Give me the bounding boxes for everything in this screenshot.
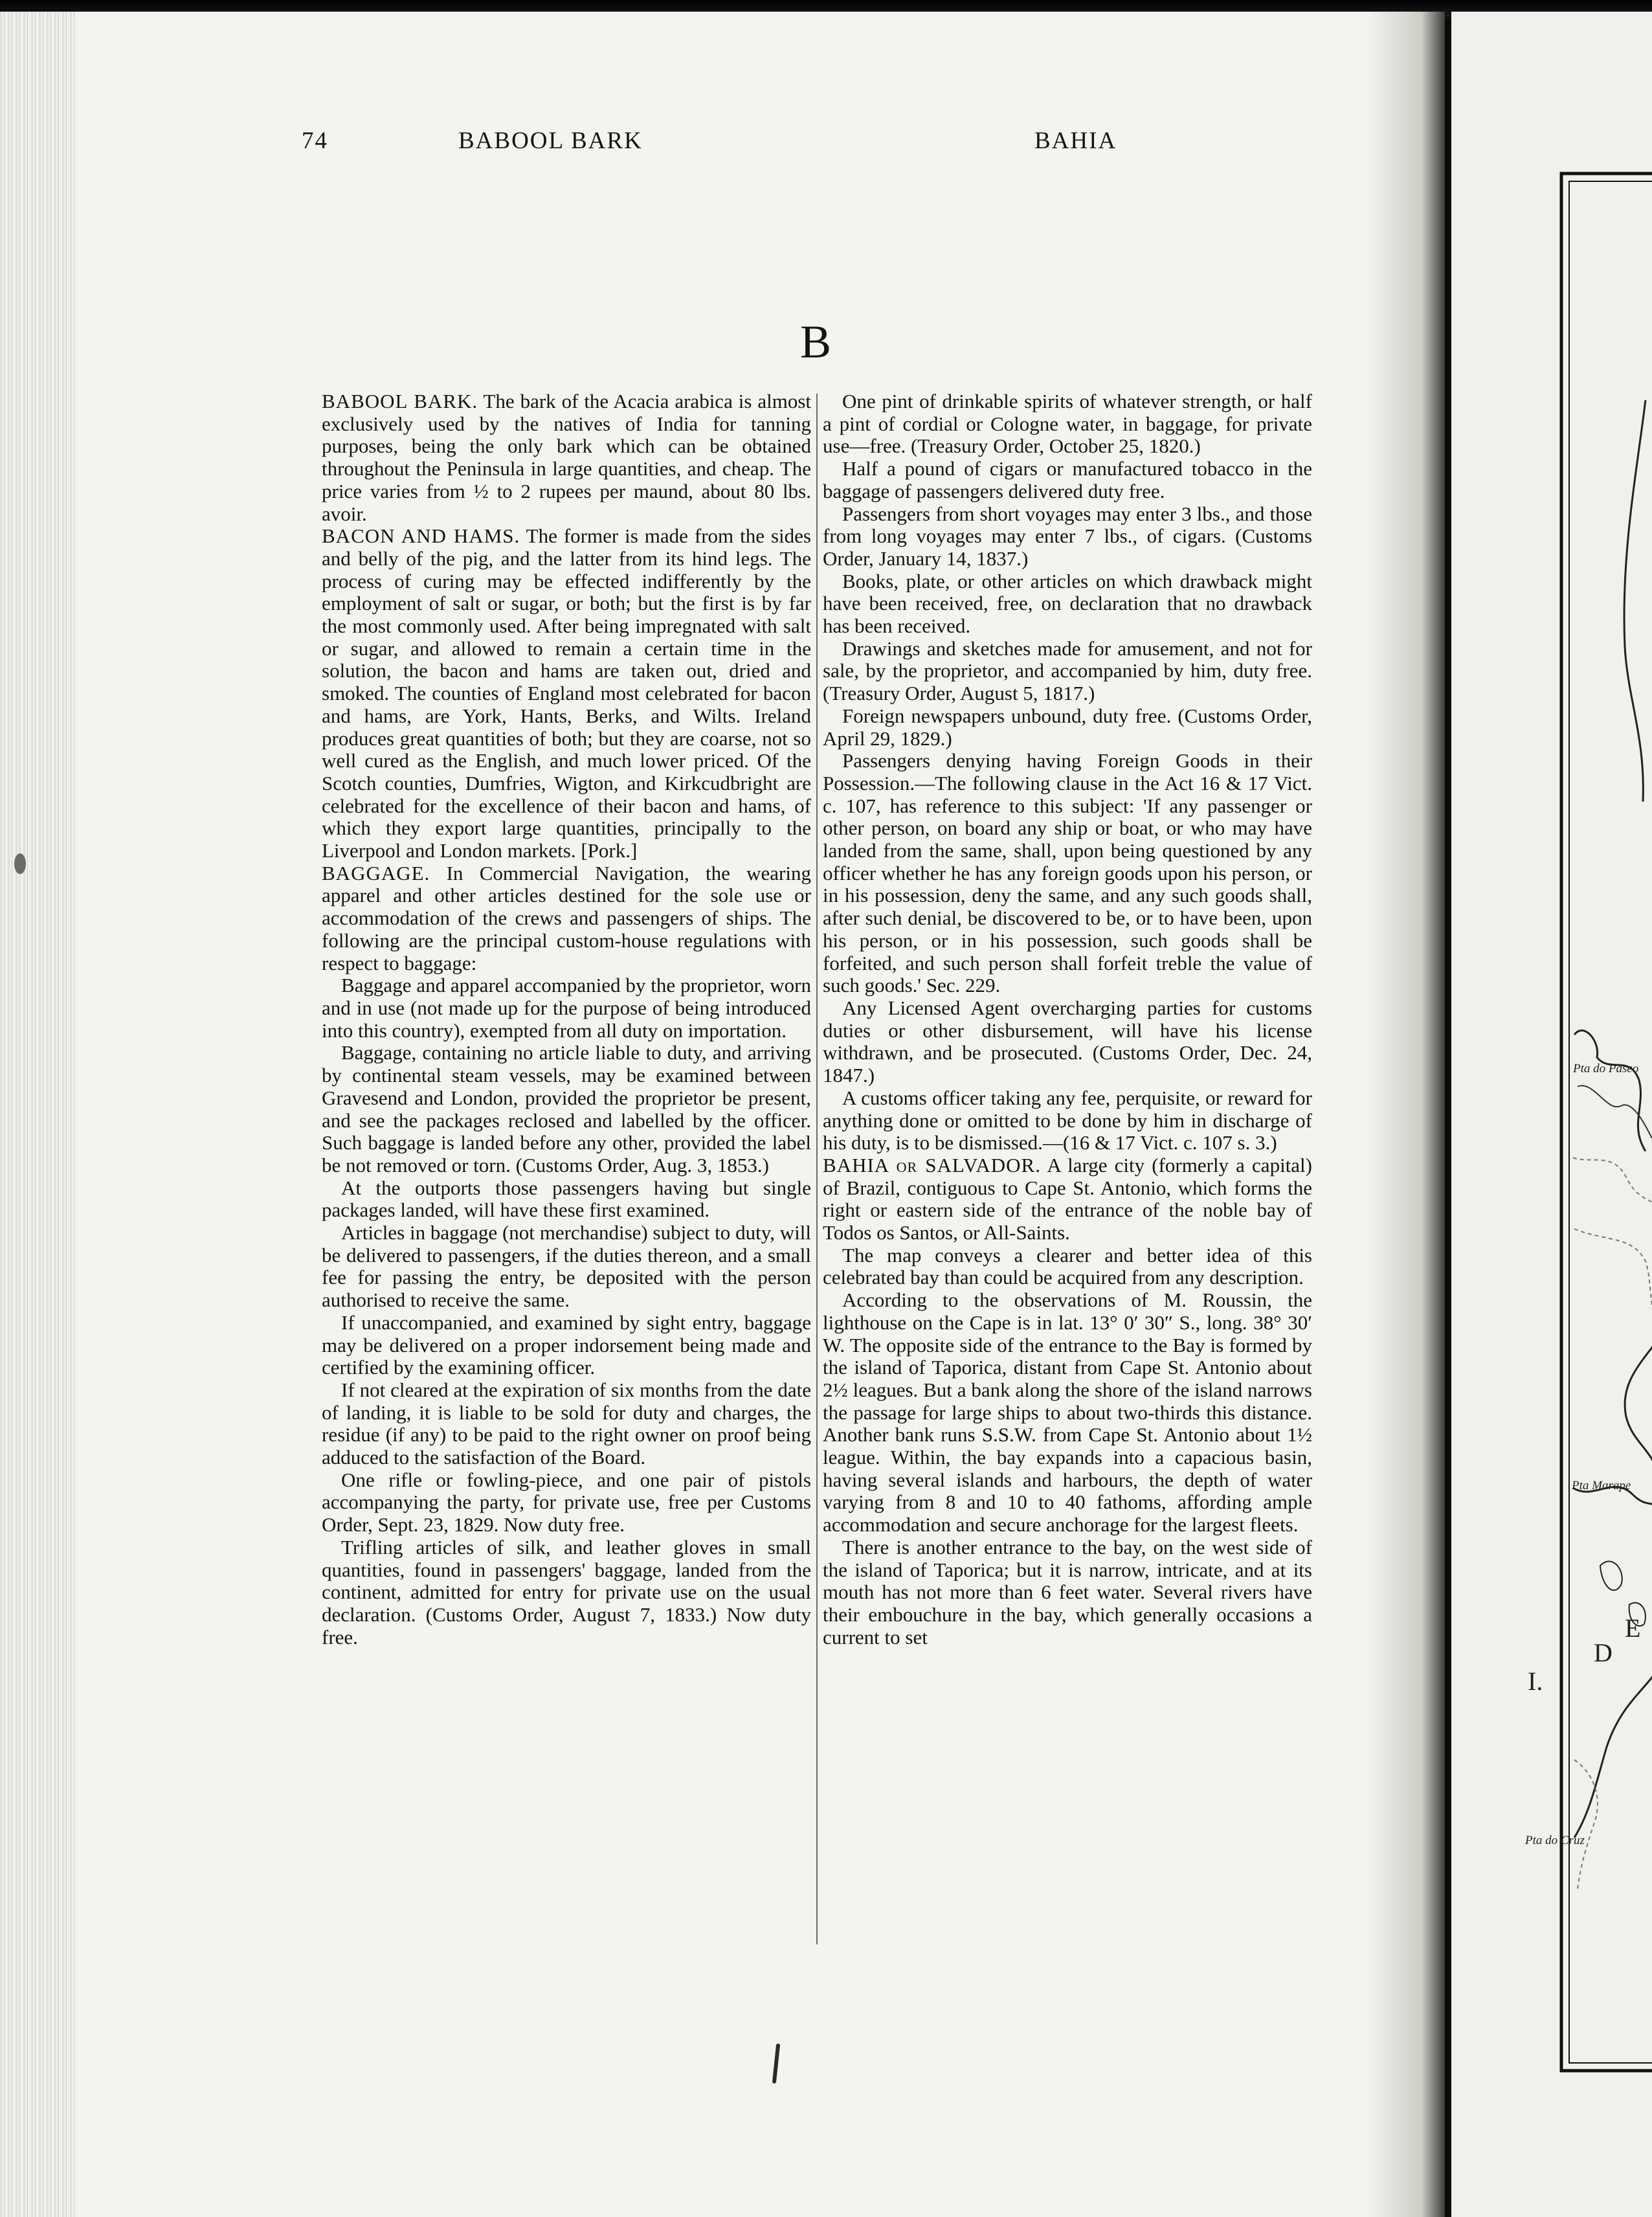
bank-dotted-2: [1574, 1229, 1652, 1333]
paragraph: [322, 1379, 811, 1469]
paragraph: [322, 1222, 811, 1312]
paragraph-text: Foreign newspapers unbound, duty free. (Customs Order, April 29, 1829.): [823, 704, 1312, 750]
paragraph: [823, 997, 1312, 1087]
coastline-mid: [1625, 1339, 1652, 1475]
map-label-d: D: [1594, 1638, 1613, 1667]
paragraph-text: The former is made from the sides and belly of the pig, and the latter from its hind legs. The process of curing may be effected indifferently by the employment of salt or sugar, or both; but the first is by far the most commonly used. After being impregnated with salt or sugar, and allowed to remain a certain time in the solution, the bacon and hams are taken out, dried and smoked. The counties of England most celebrated for bacon and hams, are York, Hants, Berks, and Wilts. Ireland produces great quantities of both; but they are coarse, not so well cured as the English, and much lower priced. Of the Scotch counties, Dumfries, Wigton, and Kirkcudbright are celebrated for the excellence of their bacon and hams, of which they export large quantities, principally to the Liverpool and London markets. [Pork.]: [322, 524, 811, 862]
paragraph: [322, 1042, 811, 1176]
right-page-map: [1451, 12, 1652, 2217]
paragraph-text: Drawings and sketches made for amusement, and not for sale, by the proprietor, and accompanied by him, duty free. (Treasury Order, August 5, 1817.): [823, 636, 1312, 705]
paragraph-text: Half a pound of cigars or manufactured tobacco in the baggage of passengers delivered duty free.: [823, 457, 1312, 502]
running-head-right: BAHIA: [1034, 128, 1117, 154]
entry-headword: BAHIA or SALVADOR.: [823, 1153, 1041, 1176]
paragraph-text: In Commercial Navigation, the wearing apparel and other articles destined for the sole use or accommodation of the crews and passengers of ships. The following are the principal custom-house regulations with respect to baggage:: [322, 861, 811, 974]
paragraph: [823, 1536, 1312, 1649]
paragraph-text: A large city (formerly a capital) of Brazil, contiguous to Cape St. Antonio, which forms the right or eastern side of the entrance of the noble bay of Todos os Santos, or All-Saints.: [823, 1153, 1312, 1244]
entry-headword: BACON AND HAMS.: [322, 524, 520, 548]
paragraph-text: Trifling articles of silk, and leather gloves in small quantities, found in passengers' baggage, landed from the continent, admitted for entry for private use on the usual declaration. (Customs Order, August 7, 1833.) Now duty free.: [322, 1535, 811, 1649]
paragraph-text: The map conveys a clearer and better idea of this celebrated bay than could be acquired from any description.: [823, 1243, 1312, 1289]
map-label-marape: Pta Marape: [1572, 1479, 1631, 1492]
bank-dotted-1: [1573, 1158, 1652, 1210]
paragraph: [322, 974, 811, 1042]
gutter-shadow: [1367, 12, 1445, 2217]
dictionary-entry: [823, 1154, 1312, 1244]
paragraph: [322, 1312, 811, 1379]
page-edge-stack: [0, 12, 78, 2217]
fold-mark: [772, 2043, 780, 2084]
paragraph-text: Passengers denying having Foreign Goods in their Possession.—The following clause in the Act 16 & 17 Vict. c. 107, has reference to this subject: 'If any passenger or other person, on board any ship or boat, or who may have landed from the same, shall, upon being questioned by any officer whether he has any foreign goods upon his person, or in his possession, deny the same, and any such goods shall, after such denial, be discovered to be, or to have been, upon his person, or in his possession, such goods shall be forfeited, and such person shall forfeit treble the value of such goods.' Sec. 229.: [823, 749, 1312, 997]
ink-blot: [14, 853, 26, 874]
paragraph-text: Baggage, containing no article liable to duty, and arriving by continental steam vessels, may be examined between Gravesend and London, provided the proprietor be present, and see the packages reclosed and labelled by the officer. Such baggage is landed before any other, provided the label be not removed or torn. (Customs Order, Aug. 3, 1853.): [322, 1041, 811, 1176]
running-head: [0, 127, 1445, 166]
paragraph-text: If unaccompanied, and examined by sight entry, baggage may be delivered on a proper indorsement being made and certified by the examining officer.: [322, 1311, 811, 1379]
paragraph-text: At the outports those passengers having but single packages landed, will have these first examined.: [322, 1176, 811, 1222]
dictionary-entry: [322, 525, 811, 862]
paragraph: [823, 750, 1312, 997]
section-letter: B: [799, 316, 832, 368]
running-head-left: BABOOL BARK: [458, 128, 643, 154]
page-number: 74: [302, 128, 328, 154]
coastline-harbour: [1574, 1030, 1646, 1151]
paragraph: [823, 1244, 1312, 1289]
bank-dotted-3: [1574, 1760, 1598, 1889]
islet-1: [1600, 1561, 1622, 1590]
map-label-e: E: [1625, 1614, 1641, 1643]
left-page: [0, 12, 1445, 2217]
paragraph: [322, 1536, 811, 1649]
map-border-inner: [1569, 181, 1652, 2063]
paragraph-text: Articles in baggage (not merchandise) subject to duty, will be delivered to passengers, if the duties thereon, and a small fee for passing the entry, be deposited with the person authorised to receive the same.: [322, 1221, 811, 1312]
paragraph-text: The bark of the Acacia arabica is almost exclusively used by the natives of India for tanning purposes, being the only bark which can be obtained throughout the Peninsula in large quantities, and cheap. The price varies from ½ to 2 rupees per maund, about 80 lbs. avoir.: [322, 390, 811, 525]
map-label-paseo: Pta do Paseo: [1573, 1062, 1639, 1075]
paragraph: [322, 1177, 811, 1222]
paragraph: [823, 503, 1312, 570]
dictionary-entry: [322, 390, 811, 525]
paragraph-text: Passengers from short voyages may enter 3 lbs., and those from long voyages may enter 7 lbs., of cigars. (Customs Order, January 14, 1837.): [823, 502, 1312, 570]
entry-headword: BABOOL BARK.: [322, 390, 478, 412]
paragraph-text: A customs officer taking any fee, perquisite, or reward for anything done or omitted to be done by him in discharge of his duty, is to be dismissed.—(16 & 17 Vict. c. 107 s. 3.): [823, 1086, 1312, 1154]
map-label-island: I.: [1528, 1667, 1543, 1696]
paragraph-text: According to the observations of M. Roussin, the lighthouse on the Cape is in lat. 13° 0′ 30″ S., long. 38° 30′ W. The opposite side of the entrance to the Bay is formed by the island of Taporica, distant from Cape St. Antonio about 2½ leagues. But a bank along the shore of the island narrows the passage for large ships to about two-thirds this distance. Another bank runs S.S.W. from Cape St. Antonio about 1½ league. Within, the bay expands into a capacious basin, having several islands and harbours, the depth of water varying from 8 and 10 to 40 fathoms, affording ample accommodation and secure anchorage for the largest fleets.: [823, 1289, 1312, 1536]
scan-speck: [418, 14, 425, 23]
paragraph-text: There is another entrance to the bay, on the west side of the island of Taporica; but it is narrow, intricate, and at its mouth has not more than 6 feet water. Several rivers have their embouchure in the bay, which generally occasions a current to set: [823, 1535, 1312, 1649]
paragraph-text: Any Licensed Agent overcharging parties for customs duties or other disbursement, will have his license withdrawn, and be prosecuted. (Customs Order, Dec. 24, 1847.): [823, 996, 1312, 1087]
map-label-cruz: Pta do Cruz: [1525, 1834, 1585, 1847]
paragraph: [823, 638, 1312, 705]
paragraph-text: Baggage and apparel accompanied by the proprietor, worn and in use (not made up for the purpose of being introduced into this country), exempted from all duty on importation.: [322, 974, 811, 1042]
paragraph-text: Books, plate, or other articles on which drawback might have been received, free, on declaration that no drawback has been received.: [823, 569, 1312, 638]
paragraph: [823, 1289, 1312, 1536]
right-column: [823, 390, 1312, 1951]
coastline-island: [1574, 1669, 1652, 1838]
paragraph: [823, 1087, 1312, 1154]
paragraph: [823, 705, 1312, 750]
coastline-north: [1624, 400, 1646, 802]
paragraph: [823, 390, 1312, 458]
entry-headword: BAGGAGE.: [322, 861, 430, 884]
paragraph: [823, 570, 1312, 638]
dictionary-entry: [322, 862, 811, 975]
paragraph-text: One rifle or fowling-piece, and one pair of pistols accompanying the party, for private use, free per Customs Order, Sept. 23, 1829. Now duty free.: [322, 1468, 811, 1536]
left-column: [322, 390, 811, 1951]
bay-map: [1451, 12, 1652, 2217]
paragraph: [322, 1469, 811, 1536]
paragraph-text: One pint of drinkable spirits of whatever strength, or half a pint of cordial or Cologne water, in baggage, for private use—free. (Treasury Order, October 25, 1820.): [823, 390, 1312, 458]
paragraph-text: If not cleared at the expiration of six months from the date of landing, it is liable to be sold for duty and charges, the residue (if any) to be paid to the right owner on proof being adduced to the satisfaction of the Board.: [322, 1378, 811, 1469]
paragraph: [823, 458, 1312, 502]
column-rule: [816, 394, 818, 1944]
